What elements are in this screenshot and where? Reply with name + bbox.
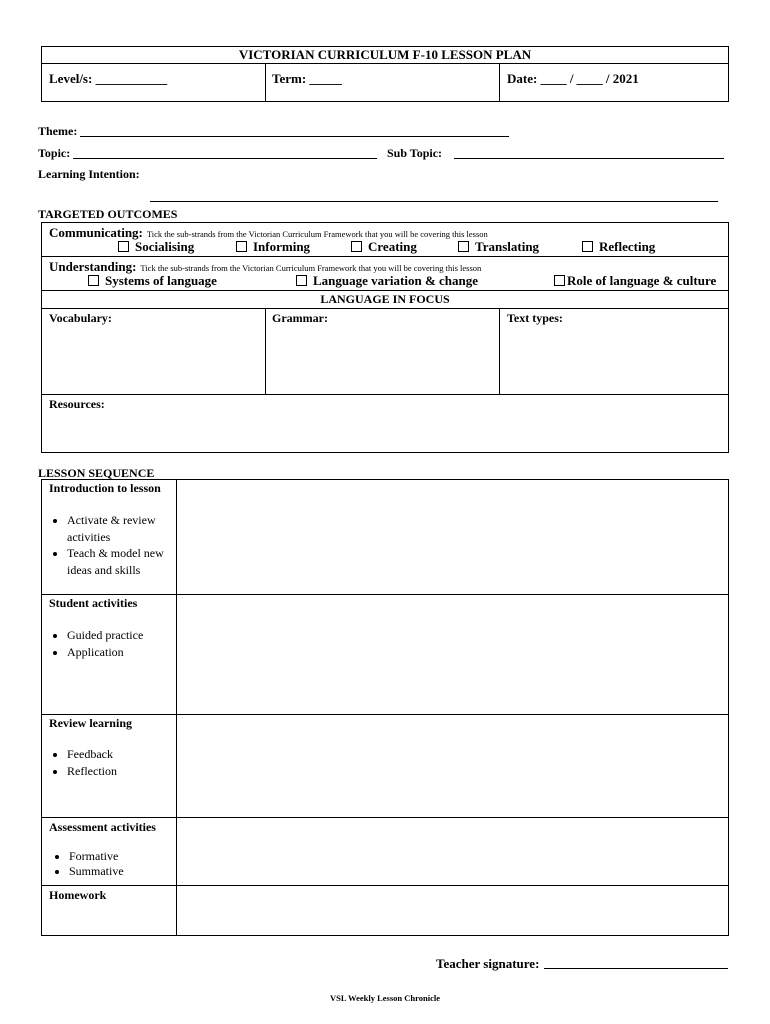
focus-col-divider-1 <box>265 308 266 394</box>
checkbox-icon <box>554 275 565 286</box>
checkbox-reflecting[interactable] <box>582 239 655 255</box>
intro-content-cell[interactable] <box>177 480 728 593</box>
focus-col-divider-2 <box>499 308 500 394</box>
learning-intention-label: Learning Intention: <box>38 167 140 181</box>
header-divider <box>41 63 729 64</box>
checkbox-systems-of-language[interactable] <box>88 273 217 289</box>
outcomes-divider-4 <box>41 394 729 395</box>
option-label: Creating <box>368 239 417 254</box>
option-label: Systems of language <box>105 273 217 288</box>
intro-bullets <box>49 512 171 578</box>
date-field[interactable]: Date: ____ / ____ / 2021 <box>507 71 639 86</box>
header-col-divider-1 <box>265 63 266 102</box>
checkbox-icon <box>458 241 469 252</box>
term-field[interactable]: Term: _____ <box>272 71 342 86</box>
outcomes-divider-1 <box>41 256 729 257</box>
checkbox-language-variation[interactable] <box>296 273 478 289</box>
learning-intention-line[interactable] <box>150 201 718 202</box>
checkbox-icon <box>236 241 247 252</box>
list-item: • Activate & review activities <box>67 512 171 545</box>
list-item: • Feedback <box>67 746 171 763</box>
list-item: • Reflection <box>67 763 171 780</box>
theme-label: Theme: <box>38 124 78 138</box>
list-item: • Teach & model new ideas and skills <box>67 545 171 578</box>
vocabulary-label: Vocabulary: <box>49 311 112 325</box>
list-item: • Application <box>67 644 171 661</box>
outcomes-divider-3 <box>41 308 729 309</box>
review-learning-content-cell[interactable] <box>177 715 728 816</box>
option-label: Translating <box>475 239 540 254</box>
assessment-content-cell[interactable] <box>177 818 728 884</box>
text-types-label: Text types: <box>507 311 563 325</box>
option-label: Role of language & culture <box>567 273 717 288</box>
header-col-divider-2 <box>499 63 500 102</box>
assessment-bullets <box>51 849 173 879</box>
sub-topic-label: Sub Topic: <box>387 146 443 160</box>
page-title: VICTORIAN CURRICULUM F-10 LESSON PLAN <box>238 47 532 62</box>
teacher-signature-line[interactable] <box>544 968 728 969</box>
assessment-title: Assessment activities <box>49 820 156 834</box>
intro-title: Introduction to lesson <box>49 481 161 495</box>
option-label: Informing <box>253 239 311 254</box>
resources-label: Resources: <box>49 397 105 411</box>
topic-line[interactable] <box>73 158 377 159</box>
checkbox-icon <box>118 241 129 252</box>
checkbox-icon <box>351 241 362 252</box>
list-item: • Guided practice <box>67 627 171 644</box>
language-in-focus-heading: LANGUAGE IN FOCUS <box>320 292 450 306</box>
teacher-signature-label: Teacher signature: <box>436 956 540 971</box>
option-label: Language variation & change <box>313 273 479 288</box>
outcomes-divider-2 <box>41 290 729 291</box>
understanding-note: Tick the sub-strands from the Victorian Curriculum Framework that you will be covering this lesson <box>140 263 482 273</box>
theme-line[interactable] <box>80 136 509 137</box>
student-activities-bullets <box>49 627 171 660</box>
list-item: • Summative <box>69 864 173 879</box>
checkbox-informing[interactable] <box>236 239 310 255</box>
list-item: • Formative <box>69 849 173 864</box>
checkbox-translating[interactable] <box>458 239 539 255</box>
homework-content-cell[interactable] <box>177 886 728 935</box>
communicating-note: Tick the sub-strands from the Victorian Curriculum Framework that you will be covering this lesson <box>146 229 488 239</box>
grammar-label: Grammar: <box>272 311 328 325</box>
checkbox-socialising[interactable] <box>118 239 194 255</box>
targeted-outcomes-heading: TARGETED OUTCOMES <box>38 207 178 221</box>
student-activities-content-cell[interactable] <box>177 595 728 713</box>
understanding-label: Understanding: <box>49 259 137 274</box>
checkbox-role-of-language[interactable] <box>554 273 716 289</box>
topic-label: Topic: <box>38 146 71 160</box>
checkbox-creating[interactable] <box>351 239 417 255</box>
checkbox-icon <box>582 241 593 252</box>
sub-topic-line[interactable] <box>454 158 724 159</box>
level-field[interactable]: Level/s: ___________ <box>49 71 168 86</box>
homework-title: Homework <box>49 888 107 902</box>
footer-chronicle: VSL Weekly Lesson Chronicle <box>330 993 440 1003</box>
checkbox-icon <box>296 275 307 286</box>
student-activities-title: Student activities <box>49 596 138 610</box>
checkbox-icon <box>88 275 99 286</box>
communicating-label: Communicating: <box>49 225 143 240</box>
option-label: Socialising <box>135 239 195 254</box>
option-label: Reflecting <box>599 239 656 254</box>
lesson-sequence-heading: LESSON SEQUENCE <box>38 466 155 480</box>
review-learning-title: Review learning <box>49 716 132 730</box>
review-learning-bullets <box>49 746 171 779</box>
